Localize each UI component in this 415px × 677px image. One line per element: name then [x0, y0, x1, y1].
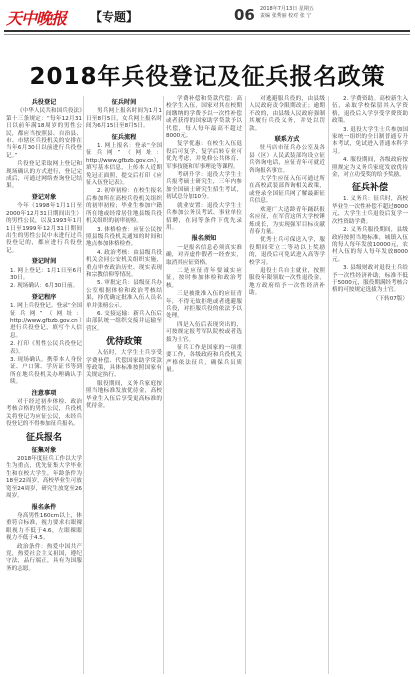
issue-info — [260, 6, 314, 20]
paragraph: 考研升学：退役大学生士兵报考硕士研究生，三年内参加全国硕士研究生招生考试，初试总分加10分。 — [166, 172, 242, 201]
article-column-1 — [6, 96, 82, 574]
section-heading: 兵役登记 — [31, 99, 57, 106]
subheading: 征集对象 — [31, 446, 57, 454]
paragraph: 大学生应征入伍可通过所在高校武装部咨询相关政策，或登录全国征兵网了解最新征兵信息。 — [249, 176, 325, 205]
paragraph: 欢迎广大适龄青年踊跃报名应征，在军营这所大学校锤炼成长，为实现强军目标贡献青春力量。 — [249, 206, 325, 235]
issue-weekday: 星期五 — [298, 6, 314, 12]
list-item: 3. 现场确认。携带本人身份证、户口簿、学历证书等到所在地兵役机关办理确认手续。 — [10, 357, 82, 386]
paragraph: 服役期间，义务兵家庭按照当地标准发放优待金，高校毕业生入伍后享受更高标准的优待金。 — [86, 380, 162, 410]
masthead — [4, 4, 410, 30]
paragraph: 优秀士兵可保送入学，服役期间荣立二等功以上奖励的，退役后可免试进入高等学校学习。 — [249, 237, 325, 266]
paragraph: 5. 审批定兵：县级征兵办公室根据体检和政治考核结果，择优确定批准入伍人员名单并张榜公示。 — [86, 280, 162, 309]
paragraph: 兵役登记采取网上登记和现场确认的方式进行，登记完成后，可通过网络查询登记结果。 — [6, 161, 82, 190]
list-item: 1. 网上登记：1月1日至6月30日。 — [10, 267, 82, 281]
paragraph: 2. 初审初检：在校生报名后参加所在高校兵役机关组织的初审初检；毕业生参加户籍所在地或经常居住地县级兵役机关组织的初审初检。 — [86, 188, 162, 225]
page-title: 2018年兵役登记及征兵报名政策 — [29, 64, 386, 90]
paragraph: 复学优惠：在校生入伍退役后可复学，复学后转专业可优先考虑，并免修公共体育、军事技能和军事理论等课程。 — [166, 141, 242, 170]
paragraph: 驻马店市征兵办公室及各县（区）人民武装部均设立征兵咨询电话，应征青年可就近咨询报名事宜。 — [249, 145, 325, 174]
paragraph: 2018年度征兵工作以大学生为重点，优先征集大学毕业生和在校大学生，年龄条件为18至22周岁，高校毕业生可放宽至24周岁，研究生放宽至26周岁。 — [6, 456, 82, 500]
paragraph: 一是报名信息必须真实准确，对弄虚作假者一经查实，取消其应征资格。 — [166, 244, 242, 266]
section-heading: 征兵报名 — [25, 432, 62, 443]
paragraph: 今年（1998年1月1日至2000年12月31日期间出生）的男性公民，以及1993年1月1日至1999年12月31日期间出生的男性公民中未进行过兵役登记的，都应进行兵役登记。 — [6, 203, 82, 254]
paragraph: 3. 县级财政对退役士兵给予一次性经济补助，标准不低于5000元，服役期满经考核合格的可按规定选拔为士官。 — [332, 265, 408, 294]
paragraph: 政治条件：热爱中国共产党，热爱社会主义祖国，遵纪守法，品行端正，具有为国服务的志愿。 — [6, 543, 82, 572]
paragraph: 身高男性160cm以上，体重符合标准，视力要求右眼裸眼视力不低于4.6，左眼裸眼视力不低于4.5。 — [6, 512, 82, 542]
article-column-2 — [86, 96, 162, 411]
paragraph: 2. 学费资助。高校新生入伍，录取学校保留其入学资格，退役后入学享受学费资助政策。 — [332, 96, 408, 125]
paragraph: 二是应征青年要诚实应征，按时参加体检和政治考核。 — [166, 267, 242, 289]
paragraph: 6. 交接运输：新兵入伍后由部队统一组织交接并运输至营区。 — [86, 310, 162, 332]
section-heading: 征兵补偿 — [351, 183, 388, 194]
page-number: 06 — [234, 6, 255, 24]
paragraph: 3. 体格检查：应征公民按照县级兵役机关通知的时间和地点参加体格检查。 — [86, 226, 162, 248]
list-item: 2. 打印《男性公民兵役登记表》。 — [10, 341, 82, 355]
paragraph: 对逃避服兵役的，由县级人民政府责令限期改正；逾期不改的，由县级人民政府强制其履行兵役义务，并处以罚款。 — [249, 96, 325, 132]
subheading: 登记对象 — [31, 193, 57, 201]
paragraph: 1. 网上报名：登录“全国征兵网”（网址：http://www.gfbzb.gov.cn），填写基本信息，上传本人近期免冠正面照，提交后打印《应征入伍登记表》。 — [86, 143, 163, 187]
section-label: 【专题】 — [90, 10, 139, 24]
paragraph: 1. 义务兵：征兵时，高校毕业生一次性补偿不超过8000元，大学生士兵退役后复学一次性资助学费。 — [332, 196, 408, 225]
section-heading: 优待政策 — [105, 337, 142, 348]
paragraph: 学费补偿和贷款代偿：高校学生入伍，国家对其在校期间缴纳的学费予以一次性补偿或者获得的国家助学贷款予以代偿，每人每年最高不超过8000元。 — [166, 96, 242, 140]
paragraph: 退役士兵自主就业，按照服役年限领取一次性退役金，地方政府给予一次性经济补助。 — [249, 267, 325, 297]
article-column-5 — [332, 96, 408, 304]
continued-note: （下转07版） — [372, 295, 408, 302]
newspaper-logo: 天中晚报 — [6, 9, 67, 28]
column-divider — [245, 96, 246, 674]
staff-credits: 责编 张秀丽 校对 张 宁 — [260, 13, 312, 19]
header-rule — [4, 30, 410, 32]
paragraph: 征兵工作是国家的一项重要工作，各级政府和兵役机关严格依法征兵，确保兵员质量。 — [166, 345, 242, 374]
list-item: 2. 现场确认：6月30日前。 — [10, 283, 79, 290]
subheading: 登记程序 — [31, 293, 57, 301]
paragraph: 三是被批准入伍的应征青年，不得无故拒绝或者逃避服兵役，对拒服兵役的依法予以处理。 — [166, 291, 242, 320]
header-rule-thin — [4, 34, 410, 35]
paragraph: 就业安置：退役大学生士兵参加公务员考试、事业单位招聘，在同等条件下优先录用。 — [166, 202, 242, 231]
paragraph: 对于经过初步体检、政治考核合格的男性公民，兵役机关将登记为应征公民，未经兵役登记的不得参加征兵报名。 — [6, 399, 82, 428]
column-divider — [163, 96, 164, 674]
paragraph: 入伍时，大学生士兵享受学费补偿、代偿国家助学贷款等政策，具体标准按照国家有关规定执行。 — [86, 350, 162, 379]
subheading: 征兵流程 — [111, 133, 137, 141]
paragraph: 2. 义务兵服役期间，县级政府按照当地标准，城镇入伍的每人每年发放10000元，农村入伍的每人每年发放8000元。 — [332, 227, 408, 263]
article-column-3 — [166, 96, 242, 376]
paragraph: 四是入伍后表现突出的，可按规定报考军队院校或者选拔为士官。 — [166, 321, 242, 343]
paragraph: 4. 服役期间，各级政府按照规定为义务兵家庭发放优待金，对立功受奖的给予奖励。 — [332, 157, 408, 179]
list-item: 1. 网上兵役登记。登录“全国征兵网”（网址：http://www.gfbzb.gov.cn）进行兵役登记，填写个人信息。 — [10, 303, 82, 339]
paragraph: 《中华人民共和国兵役法》第十三条规定：“每年12月31日以前年满18周岁的男性公民，都应当按照县、自治县、市、市辖区兵役机关的安排在当年6月30日以前进行兵役登记。” — [6, 108, 82, 159]
paragraph: 4. 政治考核：由县级兵役机关会同公安机关组织实施，重点审查政治历史、现实表现和宗教信仰等情况。 — [86, 249, 162, 278]
article-column-4 — [249, 96, 325, 299]
paragraph: 男兵网上报名时间为1月1日至8月5日，女兵网上报名时间为6月15日至8月5日。 — [86, 108, 162, 130]
paragraph: 3. 退役大学生士兵参加国家统一组织的全日制普通专升本考试，免试进入普通本科学习。 — [332, 126, 408, 155]
issue-date: 2018年7月13日 — [260, 6, 298, 12]
subheading: 报名条件 — [31, 503, 57, 511]
subheading: 联系方式 — [274, 136, 300, 144]
column-divider — [83, 96, 84, 674]
subheading: 报名须知 — [191, 235, 217, 243]
subheading: 登记时间 — [31, 258, 57, 266]
subheading: 注意事项 — [31, 389, 57, 397]
column-divider — [328, 96, 329, 674]
subheading: 征兵时间 — [111, 99, 137, 106]
